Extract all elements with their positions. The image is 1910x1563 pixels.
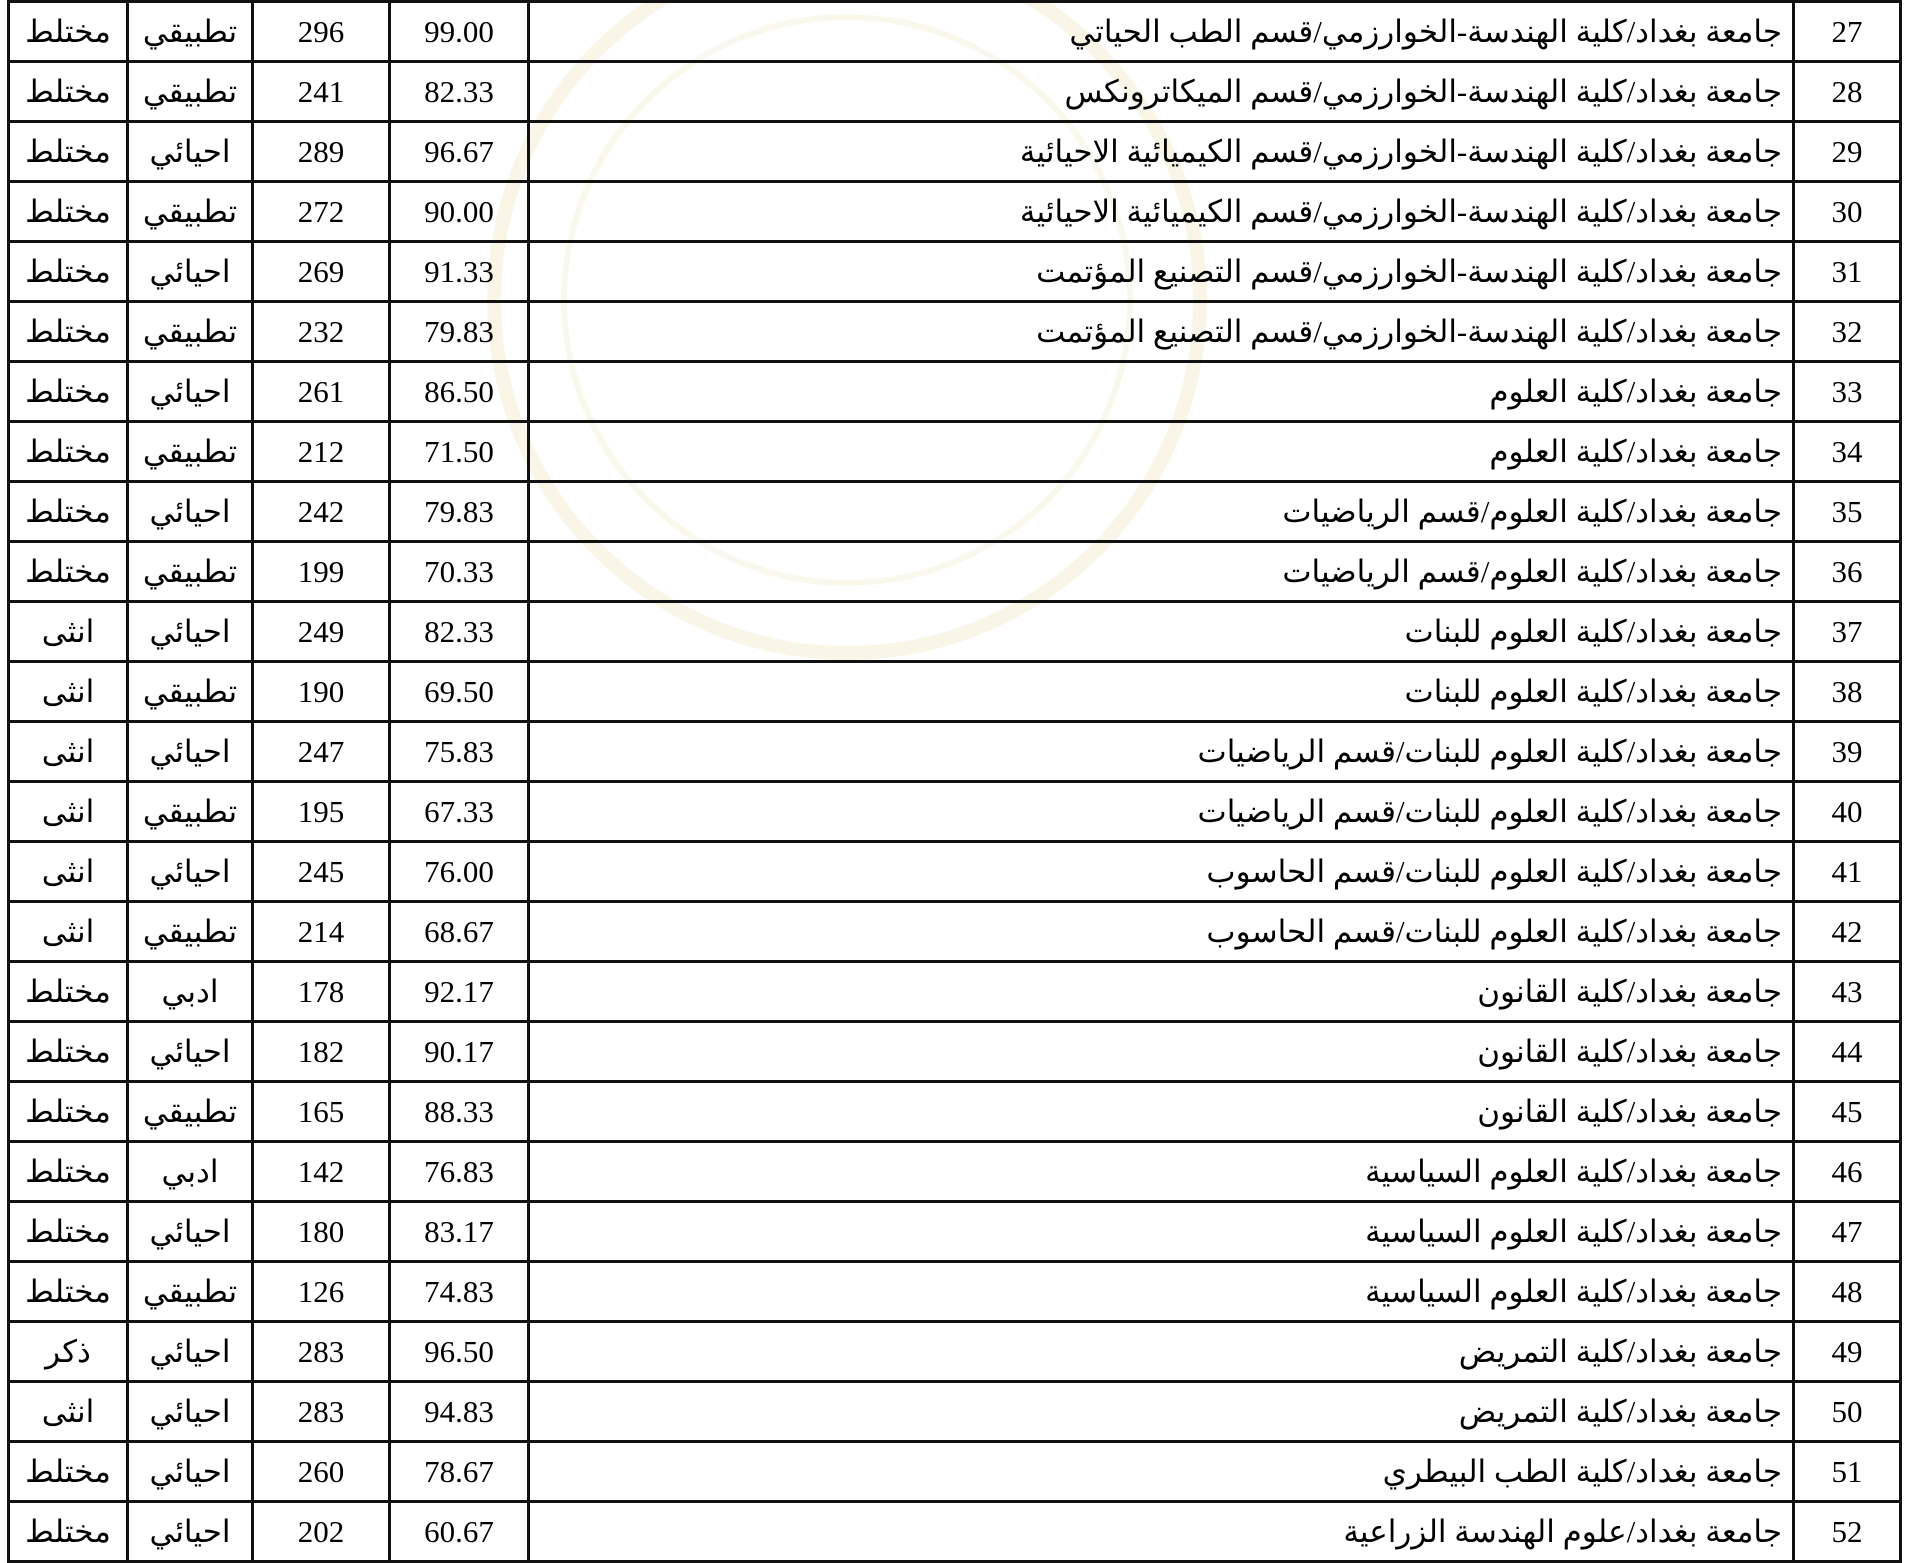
admitted-count: 242 [253,482,390,542]
institution-name: جامعة بغداد/كلية التمريض [529,1382,1794,1442]
minimum-average: 69.50 [390,662,529,722]
table-row [9,662,1901,722]
study-branch: ادبي [128,1142,253,1202]
row-number: 39 [1794,722,1901,782]
institution-name: جامعة بغداد/كلية العلوم للبنات/قسم الرياضيات [529,722,1794,782]
admissions-table [7,0,1902,1563]
table-row [9,1382,1901,1442]
gender-type: انثى [9,662,128,722]
admitted-count: 283 [253,1382,390,1442]
institution-name: جامعة بغداد/كلية التمريض [529,1322,1794,1382]
study-branch: تطبيقي [128,662,253,722]
table-row [9,902,1901,962]
admitted-count: 182 [253,1022,390,1082]
gender-type: انثى [9,1382,128,1442]
institution-name: جامعة بغداد/كلية العلوم السياسية [529,1202,1794,1262]
row-number: 42 [1794,902,1901,962]
gender-type: انثى [9,842,128,902]
gender-type: مختلط [9,422,128,482]
study-branch: احيائي [128,842,253,902]
study-branch: تطبيقي [128,302,253,362]
study-branch: تطبيقي [128,542,253,602]
institution-name: جامعة بغداد/كلية العلوم السياسية [529,1262,1794,1322]
study-branch: تطبيقي [128,1082,253,1142]
institution-name: جامعة بغداد/كلية العلوم [529,362,1794,422]
minimum-average: 75.83 [390,722,529,782]
study-branch: احيائي [128,1382,253,1442]
gender-type: ذكر [9,1322,128,1382]
gender-type: مختلط [9,302,128,362]
row-number: 44 [1794,1022,1901,1082]
table-row [9,1442,1901,1502]
minimum-average: 70.33 [390,542,529,602]
row-number: 40 [1794,782,1901,842]
institution-name: جامعة بغداد/كلية الطب البيطري [529,1442,1794,1502]
row-number: 49 [1794,1322,1901,1382]
admitted-count: 126 [253,1262,390,1322]
admitted-count: 283 [253,1322,390,1382]
gender-type: انثى [9,902,128,962]
admitted-count: 296 [253,2,390,62]
table-row [9,422,1901,482]
table-row [9,1502,1901,1562]
institution-name: جامعة بغداد/كلية العلوم/قسم الرياضيات [529,482,1794,542]
admitted-count: 190 [253,662,390,722]
row-number: 52 [1794,1502,1901,1562]
study-branch: احيائي [128,122,253,182]
admitted-count: 260 [253,1442,390,1502]
institution-name: جامعة بغداد/كلية القانون [529,1022,1794,1082]
study-branch: تطبيقي [128,902,253,962]
gender-type: مختلط [9,482,128,542]
gender-type: انثى [9,722,128,782]
study-branch: احيائي [128,1322,253,1382]
gender-type: مختلط [9,362,128,422]
table-row [9,362,1901,422]
minimum-average: 91.33 [390,242,529,302]
gender-type: مختلط [9,1022,128,1082]
minimum-average: 94.83 [390,1382,529,1442]
table-row [9,1202,1901,1262]
study-branch: احيائي [128,1442,253,1502]
minimum-average: 76.00 [390,842,529,902]
study-branch: تطبيقي [128,2,253,62]
study-branch: احيائي [128,1022,253,1082]
gender-type: انثى [9,602,128,662]
admitted-count: 142 [253,1142,390,1202]
study-branch: احيائي [128,482,253,542]
institution-name: جامعة بغداد/كلية الهندسة-الخوارزمي/قسم الكيميائية الاحيائية [529,182,1794,242]
institution-name: جامعة بغداد/كلية العلوم للبنات/قسم الرياضيات [529,782,1794,842]
minimum-average: 88.33 [390,1082,529,1142]
study-branch: احيائي [128,722,253,782]
minimum-average: 83.17 [390,1202,529,1262]
gender-type: مختلط [9,242,128,302]
row-number: 27 [1794,2,1901,62]
admitted-count: 180 [253,1202,390,1262]
gender-type: انثى [9,782,128,842]
study-branch: ادبي [128,962,253,1022]
minimum-average: 86.50 [390,362,529,422]
table-row [9,782,1901,842]
study-branch: احيائي [128,1502,253,1562]
table-row [9,1022,1901,1082]
minimum-average: 68.67 [390,902,529,962]
gender-type: مختلط [9,542,128,602]
table-row [9,842,1901,902]
admitted-count: 214 [253,902,390,962]
table-row [9,1262,1901,1322]
table-row [9,1142,1901,1202]
row-number: 31 [1794,242,1901,302]
table-row [9,542,1901,602]
minimum-average: 96.67 [390,122,529,182]
study-branch: تطبيقي [128,782,253,842]
institution-name: جامعة بغداد/كلية العلوم للبنات [529,662,1794,722]
gender-type: مختلط [9,182,128,242]
study-branch: تطبيقي [128,1262,253,1322]
study-branch: تطبيقي [128,422,253,482]
table-row [9,1322,1901,1382]
minimum-average: 79.83 [390,482,529,542]
admitted-count: 165 [253,1082,390,1142]
table-row [9,182,1901,242]
institution-name: جامعة بغداد/كلية العلوم للبنات [529,602,1794,662]
institution-name: جامعة بغداد/كلية العلوم/قسم الرياضيات [529,542,1794,602]
gender-type: مختلط [9,122,128,182]
row-number: 30 [1794,182,1901,242]
minimum-average: 67.33 [390,782,529,842]
minimum-average: 78.67 [390,1442,529,1502]
study-branch: احيائي [128,602,253,662]
institution-name: جامعة بغداد/كلية الهندسة-الخوارزمي/قسم التصنيع المؤتمت [529,242,1794,302]
table-row [9,722,1901,782]
row-number: 51 [1794,1442,1901,1502]
gender-type: مختلط [9,1502,128,1562]
minimum-average: 60.67 [390,1502,529,1562]
table-row [9,2,1901,62]
institution-name: جامعة بغداد/كلية الهندسة-الخوارزمي/قسم الميكاترونكس [529,62,1794,122]
row-number: 43 [1794,962,1901,1022]
minimum-average: 96.50 [390,1322,529,1382]
row-number: 46 [1794,1142,1901,1202]
admitted-count: 289 [253,122,390,182]
institution-name: جامعة بغداد/كلية القانون [529,962,1794,1022]
admitted-count: 212 [253,422,390,482]
admitted-count: 249 [253,602,390,662]
row-number: 37 [1794,602,1901,662]
row-number: 48 [1794,1262,1901,1322]
gender-type: مختلط [9,1082,128,1142]
institution-name: جامعة بغداد/كلية العلوم للبنات/قسم الحاسوب [529,842,1794,902]
row-number: 47 [1794,1202,1901,1262]
table-row [9,302,1901,362]
study-branch: تطبيقي [128,62,253,122]
institution-name: جامعة بغداد/كلية الهندسة-الخوارزمي/قسم التصنيع المؤتمت [529,302,1794,362]
admitted-count: 199 [253,542,390,602]
gender-type: مختلط [9,1262,128,1322]
row-number: 38 [1794,662,1901,722]
row-number: 45 [1794,1082,1901,1142]
admitted-count: 178 [253,962,390,1022]
table-row [9,242,1901,302]
minimum-average: 92.17 [390,962,529,1022]
row-number: 34 [1794,422,1901,482]
row-number: 29 [1794,122,1901,182]
table-row [9,122,1901,182]
gender-type: مختلط [9,62,128,122]
study-branch: احيائي [128,1202,253,1262]
table-row [9,482,1901,542]
gender-type: مختلط [9,1202,128,1262]
institution-name: جامعة بغداد/علوم الهندسة الزراعية [529,1502,1794,1562]
admitted-count: 241 [253,62,390,122]
admitted-count: 232 [253,302,390,362]
institution-name: جامعة بغداد/كلية الهندسة-الخوارزمي/قسم الطب الحياتي [529,2,1794,62]
row-number: 35 [1794,482,1901,542]
institution-name: جامعة بغداد/كلية العلوم للبنات/قسم الحاسوب [529,902,1794,962]
institution-name: جامعة بغداد/كلية القانون [529,1082,1794,1142]
gender-type: مختلط [9,1442,128,1502]
minimum-average: 90.00 [390,182,529,242]
table-row [9,962,1901,1022]
minimum-average: 76.83 [390,1142,529,1202]
table-row [9,602,1901,662]
admitted-count: 245 [253,842,390,902]
admitted-count: 261 [253,362,390,422]
minimum-average: 82.33 [390,62,529,122]
table-row [9,62,1901,122]
admitted-count: 202 [253,1502,390,1562]
admitted-count: 269 [253,242,390,302]
gender-type: مختلط [9,962,128,1022]
study-branch: تطبيقي [128,182,253,242]
minimum-average: 74.83 [390,1262,529,1322]
minimum-average: 99.00 [390,2,529,62]
minimum-average: 82.33 [390,602,529,662]
institution-name: جامعة بغداد/كلية العلوم السياسية [529,1142,1794,1202]
institution-name: جامعة بغداد/كلية الهندسة-الخوارزمي/قسم الكيميائية الاحيائية [529,122,1794,182]
row-number: 33 [1794,362,1901,422]
row-number: 36 [1794,542,1901,602]
row-number: 32 [1794,302,1901,362]
institution-name: جامعة بغداد/كلية العلوم [529,422,1794,482]
gender-type: مختلط [9,2,128,62]
study-branch: احيائي [128,242,253,302]
table-row [9,1082,1901,1142]
minimum-average: 90.17 [390,1022,529,1082]
study-branch: احيائي [128,362,253,422]
row-number: 50 [1794,1382,1901,1442]
admitted-count: 247 [253,722,390,782]
gender-type: مختلط [9,1142,128,1202]
admissions-sheet [7,0,1902,1549]
admitted-count: 195 [253,782,390,842]
table-body [9,2,1901,1562]
minimum-average: 71.50 [390,422,529,482]
admitted-count: 272 [253,182,390,242]
row-number: 41 [1794,842,1901,902]
minimum-average: 79.83 [390,302,529,362]
row-number: 28 [1794,62,1901,122]
